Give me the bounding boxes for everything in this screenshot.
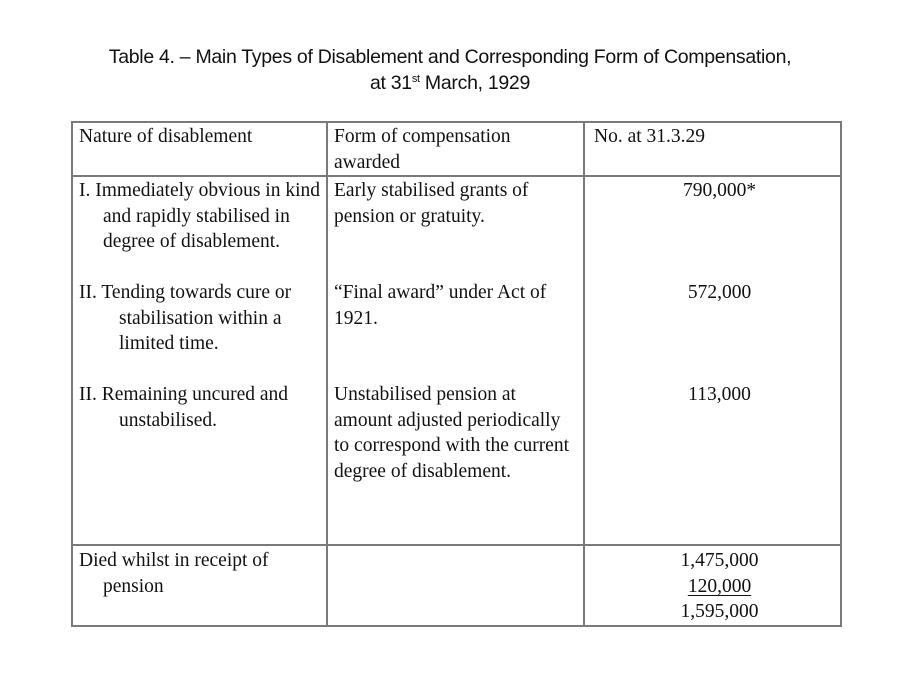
died-value: 120,000 xyxy=(687,575,752,597)
cell-form xyxy=(327,176,584,545)
form-text: Early stabilised grants of pension or gratuity. xyxy=(334,180,529,227)
nature-text: I. Immediately obvious in kind and rapidly stabilised in degree of disablement. xyxy=(79,180,321,252)
title-line-1: Table 4. – Main Types of Disablement and Corresponding Form of Compensation, xyxy=(108,46,792,68)
table-title xyxy=(0,44,900,96)
cell-number-totals xyxy=(584,545,841,626)
title-date-prefix: at 31 xyxy=(369,72,412,94)
title-line-2 xyxy=(0,70,900,96)
total-value: 1,595,000 xyxy=(680,601,759,622)
nature-text: II. Tending towards cure or stabilisation within a limited time. xyxy=(79,282,292,354)
number-value: 790,000* xyxy=(682,180,757,201)
table-row-died xyxy=(72,545,841,626)
title-date-suffix: March, 1929 xyxy=(419,72,531,94)
form-text: “Final award” under Act of 1921. xyxy=(334,282,547,329)
title-date-ordinal: st xyxy=(411,73,420,85)
header-form: Form of compensation awarded xyxy=(327,122,584,176)
disablement-table xyxy=(71,121,842,627)
nature-text: II. Remaining uncured and unstabilised. xyxy=(79,384,289,431)
number-value: 113,000 xyxy=(688,384,751,405)
header-number: No. at 31.3.29 xyxy=(584,122,841,176)
number-value: 572,000 xyxy=(687,282,752,303)
form-text: Unstabilised pension at amount adjusted periodically to correspond with the current degree of disablement. xyxy=(334,384,570,482)
table-row xyxy=(72,176,841,545)
subtotal-value: 1,475,000 xyxy=(680,550,759,571)
cell-form-died xyxy=(327,545,584,626)
cell-number xyxy=(584,176,841,545)
header-nature: Nature of disablement xyxy=(72,122,327,176)
nature-text: Died whilst in receipt of pension xyxy=(79,550,269,597)
table-header-row xyxy=(72,122,841,176)
cell-nature xyxy=(72,176,327,545)
cell-nature-died xyxy=(72,545,327,626)
